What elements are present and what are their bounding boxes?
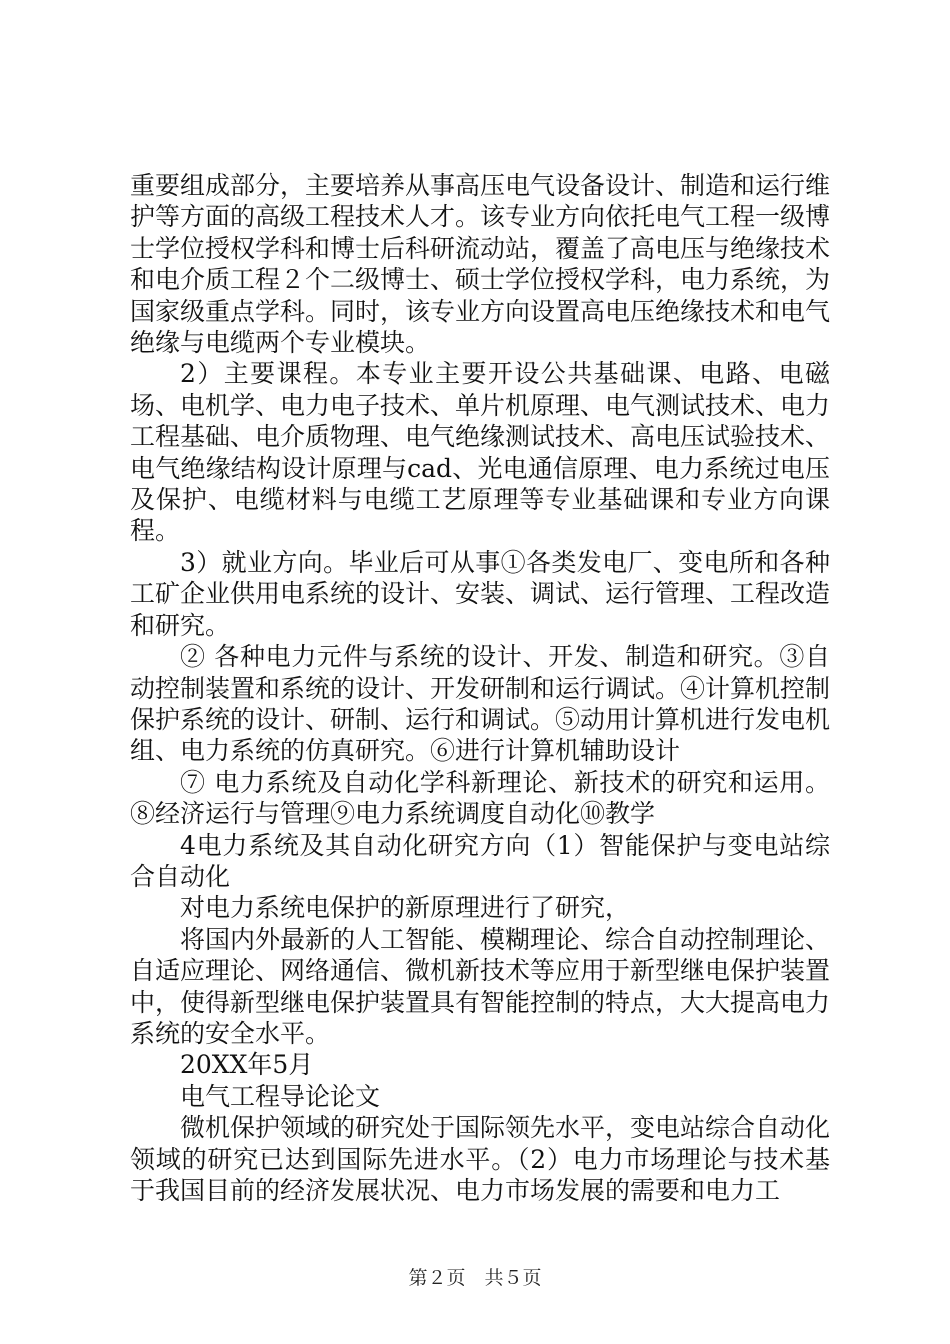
paragraph-11: 微机保护领域的研究处于国际领先水平，变电站综合自动化领域的研究已达到国际先进水平。（2）电力市场理论与技术基于我国目前的经济发展状况、电力市场发展的需要和电力工 [130, 1113, 831, 1205]
paragraph-4: ② 各种电力元件与系统的设计、开发、制造和研究。③自动控制装置和系统的设计、开发研制和运行调试。④计算机控制保护系统的设计、研制、运行和调试。⑤动用计算机进行发电机组、电力系统的仿真研究。⑥进行计算机辅助设计 [130, 642, 831, 766]
page-number-footer: 第２页 共５页 [408, 1267, 542, 1289]
paper-title-line: 电气工程导论论文 [180, 1081, 381, 1111]
paragraph-1: 重要组成部分，主要培养从事高压电气设备设计、制造和运行维护等方面的高级工程技术人才。该专业方向依托电气工程一级博士学位授权学科和博士后科研流动站，覆盖了高电压与绝缘技术和电介质工程２个二级博士、硕士学位授权学科，电力系统，为国家级重点学科。同时，该专业方向设置高电压绝缘技术和电气绝缘与电缆两个专业模块。 [130, 171, 831, 358]
date-line: 20XX年5月 [180, 1050, 314, 1080]
paragraph-5: ⑦ 电力系统及自动化学科新理论、新技术的研究和运用。⑧经济运行与管理⑨电力系统调度自动化⑩教学 [130, 767, 830, 829]
paragraph-2: 2）主要课程。本专业主要开设公共基础课、电路、电磁场、电机学、电力电子技术、单片机原理、电气测试技术、电力工程基础、电介质物理、电气绝缘测试技术、高电压试验技术、电气绝缘结构设计原理与cad、光电通信原理、电力系统过电压及保护、电缆材料与电缆工艺原理等专业基础课和专业方向课程。 [130, 359, 831, 546]
paragraph-6: 4电力系统及其自动化研究方向（1）智能保护与变电站综合自动化 [130, 830, 830, 891]
paragraph-3: 3）就业方向。毕业后可从事①各类发电厂、变电所和各种工矿企业供用电系统的设计、安装、调试、运行管理、工程改造和研究。 [130, 547, 831, 640]
paragraph-8: 将国内外最新的人工智能、模糊理论、综合自动控制理论、自适应理论、网络通信、微机新技术等应用于新型继电保护装置中，使得新型继电保护装置具有智能控制的特点，大大提高电力系统的安全水平。 [130, 924, 831, 1048]
document-body [130, 170, 830, 1206]
paragraph-7: 对电力系统电保护的新原理进行了研究， [180, 893, 631, 923]
